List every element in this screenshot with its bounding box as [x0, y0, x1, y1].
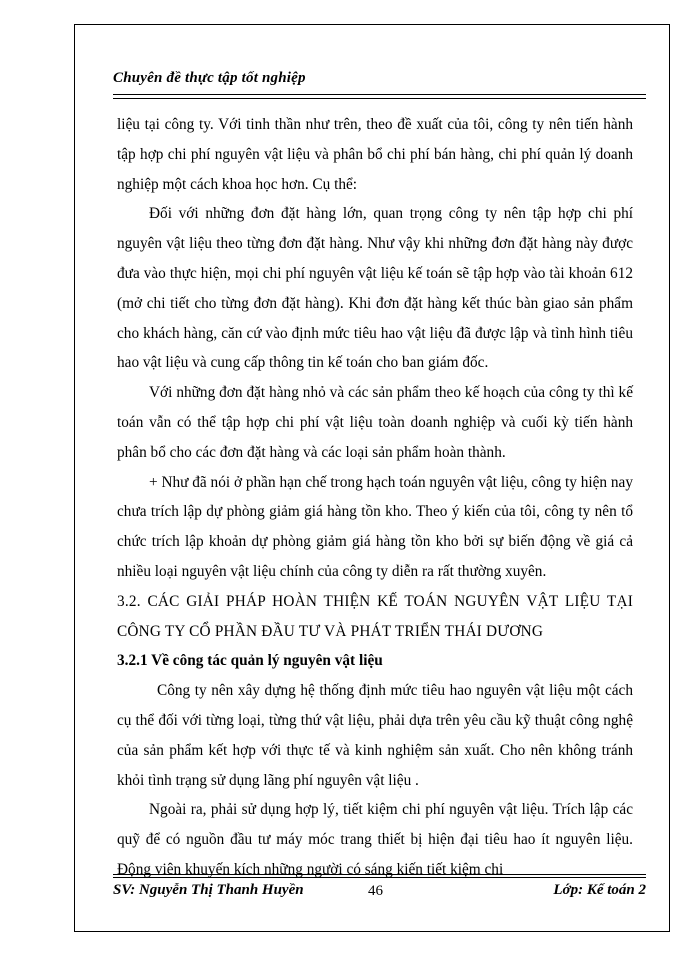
- page-footer: [113, 874, 646, 904]
- header-title: Chuyên đề thực tập tốt nghiệp: [113, 70, 306, 86]
- footer-student-name: SV: Nguyễn Thị Thanh Huyền: [113, 882, 304, 898]
- paragraph-6: Ngoài ra, phải sử dụng hợp lý, tiết kiệm chi phí nguyên vật liệu. Trích lập các quỹ để có nguồn đầu tư máy móc trang thiết bị hiện đại tiêu hao ít nguyên liệu. Động viên khuyến kích những người có sáng kiến tiết kiệm chi: [117, 801, 633, 878]
- header-rule: [113, 94, 646, 95]
- subsection-heading: 3.2.1 Về công tác quản lý nguyên vật liệu: [117, 652, 383, 670]
- footer-rule-thin: [113, 874, 646, 875]
- paragraph-3: Với những đơn đặt hàng nhỏ và các sản phẩm theo kế hoạch của công ty thì kế toán vẫn có thể tập hợp chi phí vật liệu toàn doanh nghiệp và cuối kỳ tiến hành phân bổ cho các đơn đặt hàng và các loại sản phẩm hoàn thành.: [117, 384, 633, 461]
- paragraph-4: + Như đã nói ở phần hạn chế trong hạch toán nguyên vật liệu, công ty hiện nay chưa trích lập dự phòng giảm giá hàng tồn kho. Theo ý kiến của tôi, công ty nên tổ chức trích lập khoản dự phòng giảm giá hàng tồn kho bởi sự biến động về giá cả nhiều loại nguyên vật liệu chính của công ty diễn ra rất thường xuyên.: [117, 473, 633, 580]
- page-header: [113, 64, 646, 94]
- paragraph-5: Công ty nên xây dựng hệ thống định mức tiêu hao nguyên vật liệu một cách cụ thể đối với từng loại, từng thứ vật liệu, phải dựa trên yêu cầu kỹ thuật công nghệ của sản phẩm kết hợp với thực tế và kinh nghiệm sản xuất. Cho nên không tránh khỏi tình trạng sử dụng lãng phí nguyên vật liệu .: [117, 682, 633, 789]
- document-body: [117, 110, 633, 885]
- footer-rule: [113, 877, 646, 878]
- page-number: 46: [368, 883, 383, 899]
- header-rule-thin: [113, 98, 646, 99]
- section-heading: 3.2. CÁC GIẢI PHÁP HOÀN THIỆN KẾ TOÁN NGUYÊN VẬT LIỆU TẠI CÔNG TY CỔ PHẦN ĐẦU TƯ VÀ PHÁT TRIỂN THÁI DƯƠNG: [117, 592, 633, 640]
- paragraph-1: liệu tại công ty. Với tinh thần như trên, theo đề xuất của tôi, công ty nên tiến hành tập hợp chi phí nguyên vật liệu và phân bổ chi phí bán hàng, chi phí quản lý doanh nghiệp một cách khoa học hơn. Cụ thể:: [117, 116, 633, 193]
- paragraph-2: Đối với những đơn đặt hàng lớn, quan trọng công ty nên tập hợp chi phí nguyên vật liệu theo từng đơn đặt hàng. Như vậy khi những đơn đặt hàng này được đưa vào thực hiện, mọi chi phí nguyên vật liệu kế toán sẽ tập hợp vào tài khoản 612 (mở chi tiết cho từng đơn đặt hàng). Khi đơn đặt hàng kết thúc bàn giao sản phẩm cho khách hàng, căn cứ vào định mức tiêu hao vật liệu đã được lập và tình hình tiêu hao vật liệu và cung cấp thông tin kế toán cho ban giám đốc.: [117, 205, 633, 372]
- footer-class: Lớp: Kế toán 2: [553, 882, 646, 898]
